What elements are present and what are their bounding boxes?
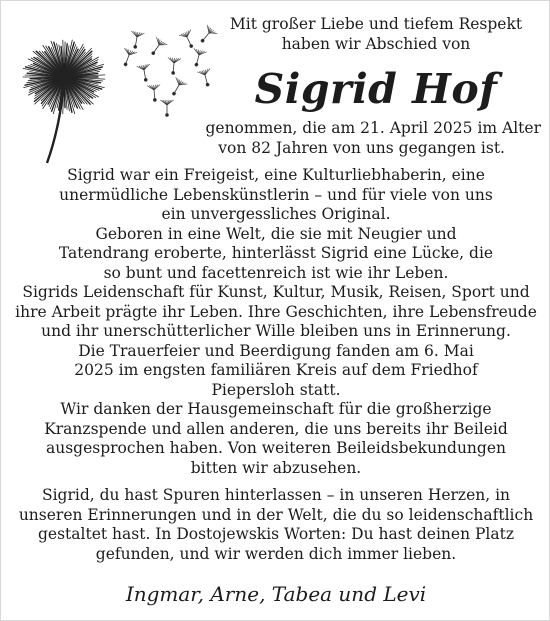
paragraph-dank: Wir danken der Hausgemeinschaft für die großherzige Kranzspende und allen anderen, die uns bereits ihr Beileid ausgesprochen haben. Von weiteren Beileidsbekundungen bitten wir abzusehen.	[44, 400, 508, 477]
passing-text	[201, 119, 541, 158]
intro-text	[211, 15, 541, 54]
paragraph-leidenschaft: Sigrids Leidenschaft für Kunst, Kultur, Musik, Reisen, Sport und ihre Arbeit prägte ihr Leben. Ihre Geschichten, ihre Lebensfreude und ihr unerschütterlicher Wille bleiben uns in Erinnerung.	[15, 283, 537, 340]
obituary-body	[13, 166, 539, 564]
passing-line-1: genommen, die am 21. April 2025 im Alter	[205, 119, 541, 137]
deceased-name: Sigrid Hof	[254, 65, 498, 113]
passing-line-2: von 82 Jahren von uns gegangen ist.	[218, 138, 505, 157]
paragraph-freigeist: Sigrid war ein Freigeist, eine Kulturliebhaberin, eine unermüdliche Lebenskünstlerin – und für viele von uns ein unvergessliches Original.	[59, 166, 493, 223]
signature: Ingmar, Arne, Tabea und Levi	[125, 582, 427, 606]
dandelion-icon	[9, 15, 219, 165]
intro-line-1: Mit großer Liebe und tiefem Respekt	[229, 15, 523, 33]
intro-line-2: haben wir Abschied von	[281, 34, 471, 53]
paragraph-trauerfeier: Die Trauerfeier und Beerdigung fanden am 6. Mai 2025 im engsten familiären Kreis auf dem Friedhof Piepersloh statt.	[74, 341, 478, 399]
paragraph-spuren: Sigrid, du hast Spuren hinterlassen – in unseren Herzen, in unseren Erinnerungen und in der Welt, die du so leidenschaftlich gestaltet hast. In Dostojewskis Worten: Du hast deinen Platz gefunden, und wir werden dich immer lieben.	[18, 486, 534, 563]
paragraph-geboren: Geboren in eine Welt, die sie mit Neugier und Tatendrang eroberte, hinterlässt Sigrid eine Lücke, die so bunt und facettenreich ist wie ihr Leben.	[58, 224, 494, 282]
